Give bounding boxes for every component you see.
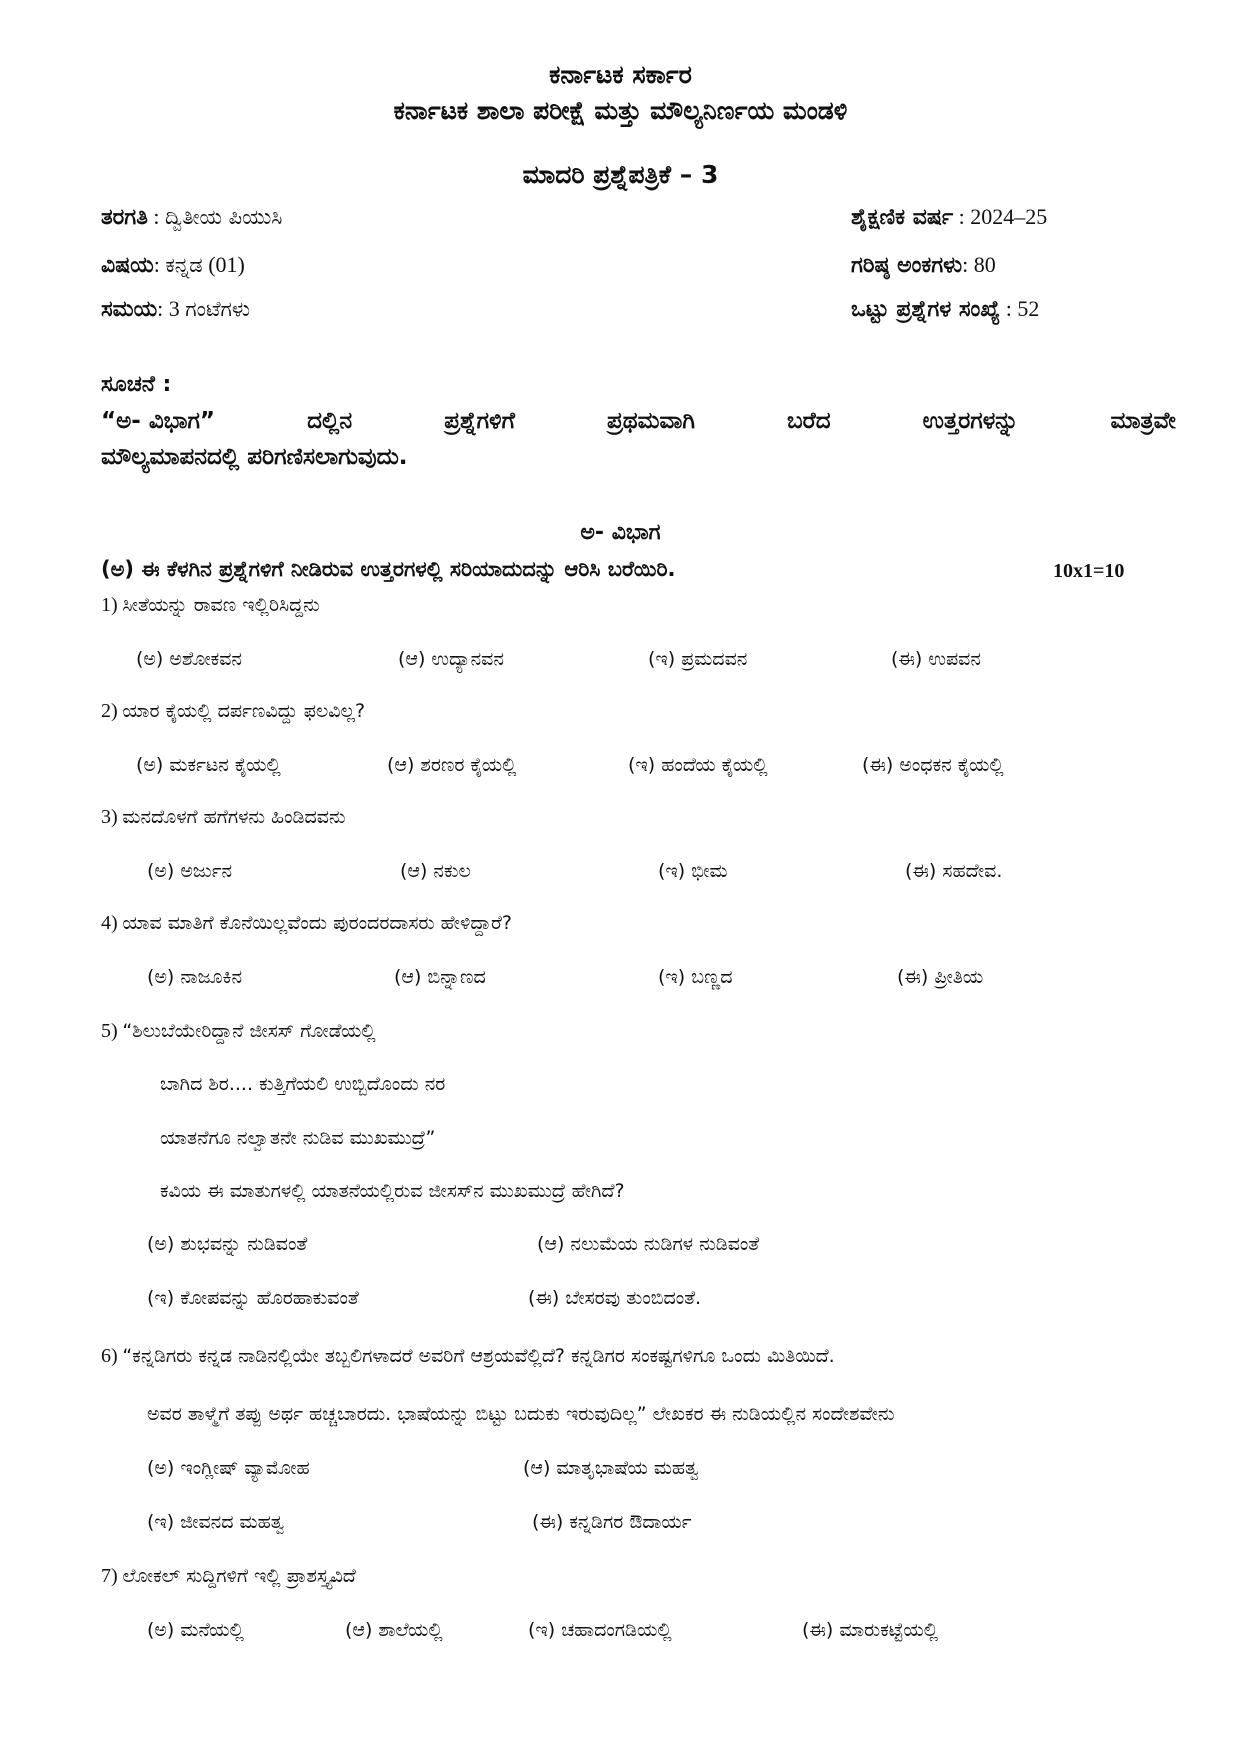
subject-label: ವಿಷಯ — [101, 253, 154, 278]
max-marks-field: ಗರಿಷ್ಠ ಅಂಕಗಳು: 80 — [851, 252, 996, 278]
question-5-line: ಕವಿಯ ಈ ಮಾತುಗಳಲ್ಲಿ ಯಾತನೆಯಲ್ಲಿರುವ ಜೀಸಸ್‌ನ ಮುಖಮುದ್ರೆ ಹೇಗಿದೆ? — [160, 1180, 625, 1202]
option: (ಅ) ಶುಭವನ್ನು ನುಡಿವಂತೆ — [147, 1233, 308, 1255]
year-field: ಶೈಕ್ಷಣಿಕ ವರ್ಷ : 2024–25 — [851, 204, 1048, 230]
option: (ಅ) ಮನೆಯಲ್ಲಿ — [147, 1619, 244, 1641]
paper-title: ಮಾದರಿ ಪ್ರಶ್ನೆಪತ್ರಿಕೆ – 3 — [522, 160, 719, 189]
board-title: ಕರ್ನಾಟಕ ಶಾಲಾ ಪರೀಕ್ಷೆ ಮತ್ತು ಮೌಲ್ಯನಿರ್ಣಯ ಮಂಡಳಿ — [393, 96, 848, 125]
question-4: 4) ಯಾವ ಮಾತಿಗೆ ಕೊನೆಯಿಲ್ಲವೆಂದು ಪುರಂದರದಾಸರು ಹೇಳಿದ್ದಾರೆ? — [101, 912, 512, 934]
option: (ಇ) ಭೀಮ — [658, 860, 728, 882]
note-word: ಉತ್ತರಗಳನ್ನು — [922, 408, 1019, 434]
question-5: 5) “ಶಿಲುಬೆಯೇರಿದ್ದಾನೆ ಜೀಸಸ್ ಗೋಡೆಯಲ್ಲಿ — [101, 1020, 376, 1042]
class-value: ದ್ವಿತೀಯ ಪಿಯುಸಿ — [165, 205, 283, 229]
subject-field: ವಿಷಯ: ಕನ್ನಡ (01) — [101, 252, 245, 278]
option: (ಈ) ಸಹದೇವ. — [905, 860, 1003, 882]
option: (ಅ) ಮರ್ಕಟನ ಕೈಯಲ್ಲಿ — [136, 754, 281, 776]
max-marks-value: 80 — [973, 252, 996, 277]
question-7: 7) ಲೋಕಲ್ ಸುದ್ದಿಗಳಿಗೆ ಇಲ್ಲಿ ಪ್ರಾಶಸ್ತ್ಯವಿದೆ — [101, 1565, 356, 1587]
option: (ಇ) ಬಣ್ಣದ — [658, 966, 733, 988]
question-5-line: ಯಾತನೆಗೂ ನಲ್ವಾತನೇ ನುಡಿವ ಮುಖಮುದ್ರೆ” — [160, 1127, 436, 1149]
government-title: ಕರ್ನಾಟಕ ಸರ್ಕಾರ — [549, 60, 692, 89]
total-questions-value: 52 — [1017, 296, 1040, 321]
question-6: 6) “ಕನ್ನಡಿಗರು ಕನ್ನಡ ನಾಡಿನಲ್ಲಿಯೇ ತಬ್ಬಲಿಗಳಾದರೆ ಅವರಿಗೆ ಆಶ್ರಯವೆಲ್ಲಿದೆ? ಕನ್ನಡಿಗರ ಸಂಕಷ್ಟಗಳಿಗೂ ಒಂದು ಮಿತಿಯಿದೆ. — [101, 1345, 835, 1367]
time-hours: 3 — [168, 296, 180, 321]
question-5-line: ಬಾಗಿದ ಶಿರ.... ಕುತ್ತಿಗೆಯಲಿ ಉಬ್ಬಿದೊಂದು ನರ — [160, 1073, 446, 1095]
note-title: ಸೂಚನೆ : — [101, 372, 172, 397]
option: (ಇ) ಕೋಪವನ್ನು ಹೊರಹಾಕುವಂತೆ — [147, 1287, 359, 1309]
total-questions-label: ಒಟ್ಟು ಪ್ರಶ್ನೆಗಳ ಸಂಖ್ಯೆ — [851, 297, 1001, 322]
total-questions-field: ಒಟ್ಟು ಪ್ರಶ್ನೆಗಳ ಸಂಖ್ಯೆ : 52 — [851, 296, 1040, 322]
option: (ಈ) ಉಪವನ — [891, 648, 981, 670]
option: (ಅ) ಇಂಗ್ಲೀಷ್ ವ್ಯಾಮೋಹ — [147, 1457, 310, 1479]
option: (ಆ) ಮಾತೃಭಾಷೆಯ ಮಹತ್ವ — [523, 1457, 699, 1479]
option: (ಈ) ಬೇಸರವು ತುಂಬಿದಂತೆ. — [528, 1287, 702, 1309]
section-title: ಅ- ವಿಭಾಗ — [580, 520, 661, 545]
note-word: ಬರೆದ — [787, 408, 831, 434]
year-value: 2024–25 — [970, 204, 1048, 229]
option: (ಅ) ನಾಜೂಕಿನ — [147, 966, 243, 988]
note-word: ದಲ್ಲಿನ — [307, 408, 353, 434]
note-word: “ಅ- ವಿಭಾಗ” — [101, 408, 216, 434]
option: (ಈ) ಮಾರುಕಟ್ಟೆಯಲ್ಲಿ — [802, 1619, 939, 1641]
option: (ಅ) ಅರ್ಜುನ — [147, 860, 233, 882]
question-3: 3) ಮನದೊಳಗೆ ಹಗೆಗಳನು ಹಿಂಡಿದವನು — [101, 806, 346, 828]
option: (ಈ) ಅಂಧಕನ ಕೈಯಲ್ಲಿ — [862, 754, 1004, 776]
max-marks-label: ಗರಿಷ್ಠ ಅಂಕಗಳು — [851, 253, 963, 278]
note-word: ಮಾತ್ರವೇ — [1110, 408, 1176, 434]
year-label: ಶೈಕ್ಷಣಿಕ ವರ್ಷ — [851, 205, 954, 230]
time-unit: ಗಂಟೆಗಳು — [185, 297, 250, 321]
note-line-1 — [101, 408, 1176, 434]
time-label: ಸಮಯ — [101, 297, 158, 322]
note-line-2: ಮೌಲ್ಯಮಾಪನದಲ್ಲಿ ಪರಿಗಣಿಸಲಾಗುವುದು. — [101, 444, 408, 470]
option: (ಆ) ಶಾಲೆಯಲ್ಲಿ — [345, 1619, 443, 1641]
option: (ಆ) ನಲುಮೆಯ ನುಡಿಗಳ ನುಡಿವಂತೆ — [537, 1233, 760, 1255]
note-word: ಪ್ರಥಮವಾಗಿ — [607, 408, 695, 434]
option: (ಈ) ಪ್ರೀತಿಯ — [897, 966, 984, 988]
note-word: ಪ್ರಶ್ನೆಗಳಿಗೆ — [444, 408, 515, 434]
option: (ಇ) ಜೀವನದ ಮಹತ್ವ — [147, 1511, 285, 1533]
option: (ಆ) ಬಿನ್ನಾಣದ — [394, 966, 486, 988]
section-instruction: (ಅ) ಈ ಕೆಳಗಿನ ಪ್ರಶ್ನೆಗಳಿಗೆ ನೀಡಿರುವ ಉತ್ತರಗಳಲ್ಲಿ ಸರಿಯಾದುದನ್ನು ಆರಿಸಿ ಬರೆಯಿರಿ. — [101, 557, 676, 581]
option: (ಆ) ಶರಣರ ಕೈಯಲ್ಲಿ — [387, 754, 517, 776]
option: (ಇ) ಪ್ರಮದವನ — [648, 648, 748, 670]
question-2: 2) ಯಾರ ಕೈಯಲ್ಲಿ ದರ್ಪಣವಿದ್ದು ಫಲವಿಲ್ಲ? — [101, 700, 366, 722]
class-label: ತರಗತಿ — [101, 205, 148, 230]
option: (ಇ) ಚಹಾದಂಗಡಿಯಲ್ಲಿ — [528, 1619, 672, 1641]
option: (ಅ) ಅಶೋಕವನ — [136, 648, 242, 670]
option: (ಈ) ಕನ್ನಡಿಗರ ಔದಾರ್ಯ — [532, 1511, 692, 1533]
question-6-line: ಅವರ ತಾಳ್ಮೆಗೆ ತಪ್ಪು ಅರ್ಥ ಹಚ್ಚಬಾರದು. ಭಾಷೆಯನ್ನು ಬಿಟ್ಟು ಬದುಕು ಇರುವುದಿಲ್ಲ” ಲೇಖಕರ ಈ ನುಡಿಯಲ್ಲಿನ ಸಂದೇಶವೇನು — [147, 1403, 895, 1425]
class-field: ತರಗತಿ : ದ್ವಿತೀಯ ಪಿಯುಸಿ — [101, 204, 283, 230]
subject-value: ಕನ್ನಡ — [165, 253, 203, 277]
question-1: 1) ಸೀತೆಯನ್ನು ರಾವಣ ಇಲ್ಲಿರಿಸಿದ್ದನು — [101, 594, 320, 616]
option: (ಆ) ಉದ್ಯಾನವನ — [398, 648, 504, 670]
subject-code: (01) — [208, 252, 245, 277]
option: (ಆ) ನಕುಲ — [400, 860, 471, 882]
time-field: ಸಮಯ: 3 ಗಂಟೆಗಳು — [101, 296, 250, 322]
option: (ಇ) ಹಂದೆಯ ಕೈಯಲ್ಲಿ — [628, 754, 768, 776]
section-marks: 10x1=10 — [1053, 560, 1125, 582]
